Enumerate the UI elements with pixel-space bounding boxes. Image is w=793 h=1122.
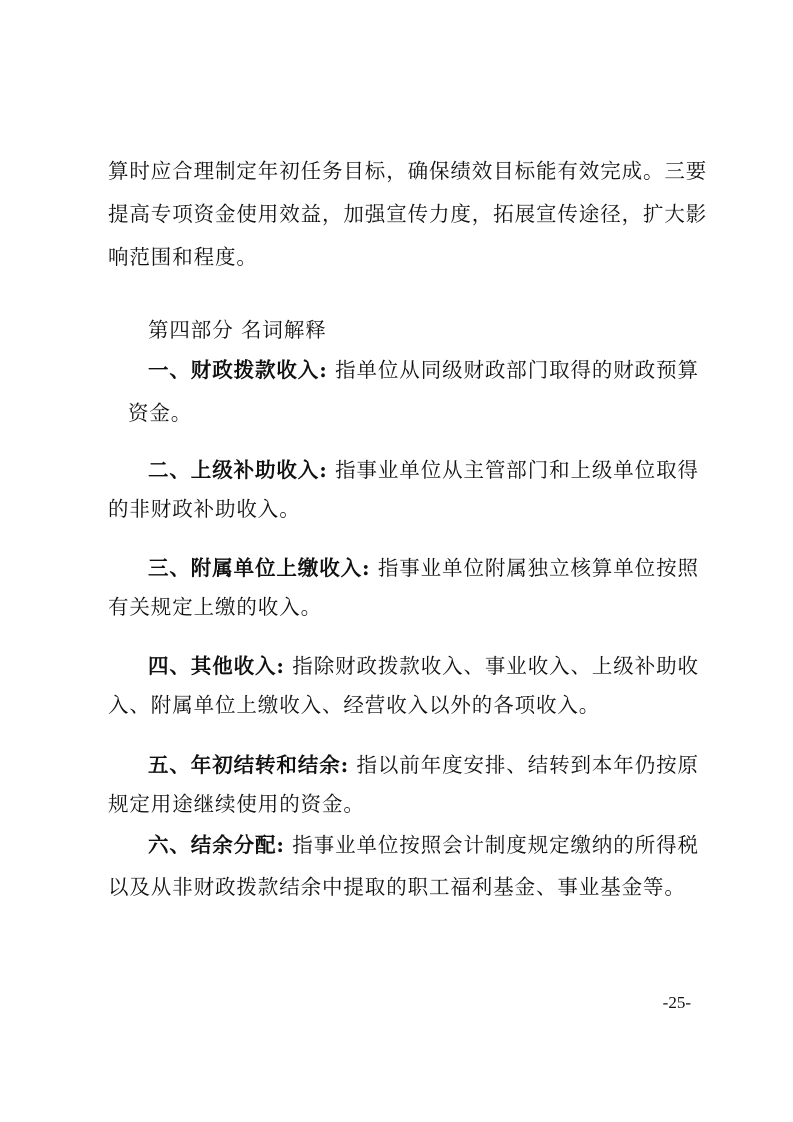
- definition-5-term: 五、年初结转和结余:: [148, 753, 350, 777]
- definition-3: [148, 555, 699, 581]
- intro-line-3: 响范围和程度。: [108, 245, 258, 269]
- section-title: 第四部分 名词解释: [148, 318, 327, 342]
- definition-5-continuation: 规定用途继续使用的资金。: [108, 792, 365, 816]
- definition-1-term: 一、财政拨款收入:: [148, 358, 328, 382]
- definition-3-continuation: 有关规定上缴的收入。: [108, 595, 322, 619]
- intro-line-1: 算时应合理制定年初任务目标，确保绩效目标能有效完成。三要: [108, 159, 708, 183]
- page-number: -25-: [662, 993, 691, 1012]
- definition-6-continuation: 以及从非财政拨款结余中提取的职工福利基金、事业基金等。: [108, 875, 686, 899]
- definition-1-text: 指单位从同级财政部门取得的财政预算: [327, 358, 699, 382]
- intro-line-2: 提高专项资金使用效益，加强宣传力度，拓展宣传途径，扩大影: [108, 202, 708, 226]
- definition-4-text: 指除财政拨款收入、事业收入、上级补助收: [284, 654, 699, 678]
- definition-4: [148, 653, 699, 679]
- definition-5-text: 指以前年度安排、结转到本年仍按原: [349, 753, 699, 777]
- definition-2-text: 指事业单位从主管部门和上级单位取得: [327, 458, 699, 482]
- definition-2-continuation: 的非财政补助收入。: [108, 497, 301, 521]
- definition-2: [148, 457, 699, 483]
- definition-3-text: 指事业单位附属独立核算单位按照: [370, 556, 699, 580]
- definition-2-term: 二、上级补助收入:: [148, 458, 328, 482]
- definition-5: [148, 752, 699, 778]
- definition-6: [148, 832, 699, 858]
- definition-4-continuation: 入、附属单位上缴收入、经营收入以外的各项收入。: [108, 693, 601, 717]
- definition-4-term: 四、其他收入:: [148, 654, 285, 678]
- definition-6-text: 指事业单位按照会计制度规定缴纳的所得税: [284, 833, 699, 857]
- definition-1-continuation: 资金。: [128, 401, 193, 425]
- definition-1: [148, 357, 699, 383]
- definition-3-term: 三、附属单位上缴收入:: [148, 556, 371, 580]
- definition-6-term: 六、结余分配:: [148, 833, 285, 857]
